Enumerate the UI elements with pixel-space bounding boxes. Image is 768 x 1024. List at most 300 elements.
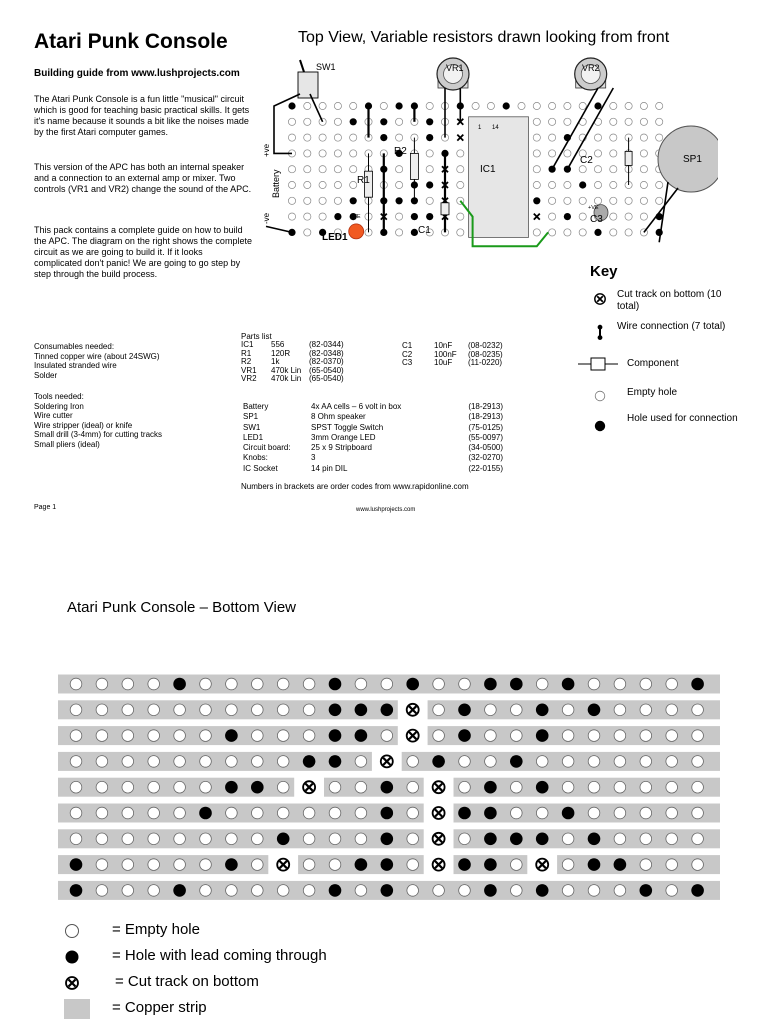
sw1-body <box>298 72 318 98</box>
empty-hole <box>656 118 663 125</box>
empty-hole <box>226 678 238 690</box>
table-row <box>243 434 507 442</box>
empty-hole <box>148 885 160 897</box>
part-ref: R2 <box>241 357 252 366</box>
cut-track-icon <box>62 972 86 994</box>
filled-hole <box>173 678 186 691</box>
empty-hole <box>457 150 464 157</box>
cut-track-mark <box>457 135 463 141</box>
part-value: 470k Lin <box>271 365 302 375</box>
used-hole <box>350 118 357 125</box>
empty-hole <box>640 118 647 125</box>
sp1-wire <box>659 182 668 242</box>
part-ref: Battery <box>243 402 269 411</box>
filled-hole <box>510 678 523 691</box>
empty-hole <box>588 781 600 793</box>
filled-hole <box>355 729 368 742</box>
empty-hole <box>303 807 315 819</box>
empty-hole <box>319 118 326 125</box>
part-value: 120R <box>271 348 291 358</box>
empty-hole <box>579 102 586 109</box>
empty-hole <box>355 781 367 793</box>
table-row <box>243 444 507 452</box>
empty-hole <box>200 885 212 897</box>
part-value: 3 <box>311 453 316 463</box>
r2-body <box>410 153 418 179</box>
empty-hole <box>407 756 419 768</box>
empty-hole <box>319 166 326 173</box>
part-code: (22-0155) <box>468 463 503 473</box>
empty-hole <box>334 134 341 141</box>
empty-hole <box>640 197 647 204</box>
empty-hole <box>459 833 471 845</box>
part-code: (08-0232) <box>468 341 503 350</box>
bottom-view-legend <box>62 920 402 1024</box>
used-hole <box>533 197 540 204</box>
empty-hole <box>457 166 464 173</box>
r2-label: R2 <box>394 146 407 157</box>
table-row <box>402 359 507 368</box>
used-hole <box>503 102 510 109</box>
empty-hole <box>459 678 471 690</box>
parts-list-other <box>241 401 509 475</box>
empty-hole <box>174 781 186 793</box>
empty-hole <box>226 833 238 845</box>
top-view-diagram <box>258 54 718 264</box>
empty-hole <box>174 859 186 871</box>
empty-hole <box>252 756 264 768</box>
empty-hole <box>536 807 548 819</box>
empty-hole <box>407 781 419 793</box>
empty-hole <box>426 166 433 173</box>
c2-body <box>625 151 632 165</box>
empty-hole <box>692 833 704 845</box>
empty-hole <box>594 166 601 173</box>
empty-hole <box>511 807 523 819</box>
filled-hole <box>225 729 238 742</box>
empty-hole <box>200 730 212 742</box>
part-value: 10uF <box>434 358 453 367</box>
empty-hole <box>625 102 632 109</box>
empty-hole <box>355 807 367 819</box>
filled-hole <box>355 858 368 871</box>
filled-hole <box>303 755 316 768</box>
part-code: (18-2913) <box>468 412 503 422</box>
parts-table-other <box>241 401 509 475</box>
filled-hole <box>536 704 549 717</box>
empty-hole <box>433 730 445 742</box>
empty-hole <box>277 730 289 742</box>
empty-hole <box>334 166 341 173</box>
empty-hole <box>549 118 556 125</box>
tools-list <box>34 392 234 450</box>
part-value: 470k Lin <box>271 374 302 383</box>
empty-hole <box>304 118 311 125</box>
empty-hole <box>666 678 678 690</box>
parts-table-right <box>402 342 507 368</box>
empty-hole <box>610 134 617 141</box>
empty-hole <box>96 756 108 768</box>
legend-label: = Empty hole <box>112 921 200 938</box>
empty-hole <box>334 197 341 204</box>
filled-hole <box>536 884 549 897</box>
part-ref: LED1 <box>243 432 264 442</box>
empty-hole <box>614 885 626 897</box>
key-label: Empty hole <box>627 387 678 398</box>
empty-hole <box>122 781 134 793</box>
battery-label: Battery <box>271 169 281 198</box>
empty-hole <box>407 807 419 819</box>
empty-hole <box>485 730 497 742</box>
filled-hole <box>70 884 83 897</box>
empty-hole <box>666 833 678 845</box>
empty-hole <box>656 197 663 204</box>
filled-hole <box>484 678 497 691</box>
empty-hole <box>610 229 617 236</box>
empty-hole <box>122 678 134 690</box>
empty-hole <box>319 134 326 141</box>
filled-hole <box>381 858 394 871</box>
empty-hole <box>350 150 357 157</box>
part-ref: IC Socket <box>243 463 278 473</box>
empty-hole <box>640 181 647 188</box>
empty-hole <box>96 678 108 690</box>
empty-hole <box>334 150 341 157</box>
used-hole-icon <box>592 418 608 434</box>
empty-hole <box>640 134 647 141</box>
order-note: Numbers in brackets are order codes from www.rapidonline.com <box>241 482 469 491</box>
filled-hole <box>251 781 264 794</box>
empty-hole <box>70 781 82 793</box>
used-hole <box>380 118 387 125</box>
empty-hole <box>666 807 678 819</box>
empty-hole <box>588 807 600 819</box>
empty-hole <box>288 166 295 173</box>
subtitle: Building guide from www.lushprojects.com <box>34 68 240 79</box>
empty-hole <box>277 704 289 716</box>
empty-hole <box>625 229 632 236</box>
empty-hole <box>614 781 626 793</box>
used-hole <box>579 181 586 188</box>
empty-hole <box>277 885 289 897</box>
led1-label: LED1 <box>322 232 348 243</box>
filled-hole <box>562 678 575 691</box>
consumables-list <box>34 342 234 380</box>
ic-pin1-label: 1 <box>478 125 482 131</box>
table-row <box>243 465 507 473</box>
filled-hole <box>510 833 523 846</box>
c2-label: C2 <box>580 155 593 166</box>
used-hole <box>426 181 433 188</box>
empty-hole <box>304 213 311 220</box>
part-value: 556 <box>271 340 285 349</box>
empty-hole <box>533 181 540 188</box>
list-item: Tinned copper wire (about 24SWG) <box>34 351 160 361</box>
filled-hole <box>588 858 601 871</box>
filled-hole <box>329 755 342 768</box>
empty-hole <box>588 885 600 897</box>
empty-hole <box>614 730 626 742</box>
empty-hole <box>148 678 160 690</box>
empty-hole <box>594 197 601 204</box>
filled-hole <box>432 755 445 768</box>
empty-hole <box>666 885 678 897</box>
positive-label: +ve <box>262 143 271 157</box>
empty-hole <box>564 150 571 157</box>
parts-title: Parts list <box>241 332 272 341</box>
part-ref: Knobs: <box>243 453 268 463</box>
empty-hole <box>304 229 311 236</box>
used-hole <box>288 102 295 109</box>
filled-hole <box>277 833 290 846</box>
empty-hole <box>355 756 367 768</box>
empty-hole <box>303 833 315 845</box>
empty-hole <box>252 885 264 897</box>
filled-hole <box>381 704 394 717</box>
filled-hole-icon <box>62 946 86 968</box>
empty-hole <box>562 859 574 871</box>
used-hole <box>350 197 357 204</box>
empty-hole <box>350 102 357 109</box>
empty-hole <box>226 704 238 716</box>
empty-hole <box>692 730 704 742</box>
list-item: Small drill (3-4mm) for cutting tracks <box>34 430 163 440</box>
list-item: Soldering Iron <box>34 401 84 411</box>
empty-hole <box>122 730 134 742</box>
empty-hole <box>666 730 678 742</box>
table-row <box>243 413 507 421</box>
part-value: 8 Ohm speaker <box>311 412 366 422</box>
empty-hole <box>396 118 403 125</box>
empty-hole <box>656 181 663 188</box>
empty-hole <box>579 229 586 236</box>
empty-hole <box>487 102 494 109</box>
empty-hole <box>549 150 556 157</box>
empty-hole <box>640 213 647 220</box>
empty-hole <box>533 118 540 125</box>
empty-hole <box>396 134 403 141</box>
filled-hole <box>381 807 394 820</box>
empty-hole <box>304 181 311 188</box>
empty-hole <box>625 118 632 125</box>
empty-hole <box>355 885 367 897</box>
empty-hole <box>277 756 289 768</box>
empty-hole <box>252 833 264 845</box>
empty-hole <box>426 150 433 157</box>
empty-hole <box>549 229 556 236</box>
empty-hole <box>200 859 212 871</box>
empty-hole <box>614 807 626 819</box>
empty-hole <box>433 885 445 897</box>
empty-hole <box>640 678 652 690</box>
empty-hole <box>625 213 632 220</box>
empty-hole <box>426 102 433 109</box>
empty-hole <box>288 181 295 188</box>
empty-hole <box>407 859 419 871</box>
intro-paragraph-3: This pack contains a complete guide on how to build the APC. The diagram on the right shows the complete circuit as we are going to build it. If it looks complicated don't panic! We are going to go step by step through the build process. <box>34 225 252 279</box>
filled-hole <box>225 858 238 871</box>
key-item-used-hole <box>590 413 740 439</box>
part-value: 3mm Orange LED <box>311 432 376 442</box>
empty-hole <box>666 756 678 768</box>
part-ref: C3 <box>402 358 413 367</box>
part-value: 4x AA cells – 6 volt in box <box>311 402 402 411</box>
intro-paragraph-1: The Atari Punk Console is a fun little "musical" circuit which is good for teaching basic practical skills. It gets it's name because it sounds a bit like the noises made by the first Atari computer games. <box>34 94 250 137</box>
part-ref: VR2 <box>241 374 257 383</box>
filled-hole <box>70 858 83 871</box>
ic1-body <box>469 117 529 238</box>
c1-label: C1 <box>418 225 431 236</box>
empty-hole <box>640 704 652 716</box>
empty-hole <box>407 885 419 897</box>
empty-hole <box>610 213 617 220</box>
empty-hole <box>380 102 387 109</box>
empty-hole <box>304 150 311 157</box>
empty-hole <box>579 197 586 204</box>
empty-hole <box>148 807 160 819</box>
empty-hole <box>226 885 238 897</box>
filled-hole <box>614 858 627 871</box>
part-code: (11-0220) <box>468 358 503 367</box>
empty-hole <box>148 781 160 793</box>
key-item-cut-track <box>590 289 740 315</box>
empty-hole-icon <box>62 920 86 942</box>
empty-hole <box>562 756 574 768</box>
bottom-view-title: Atari Punk Console – Bottom View <box>67 599 297 616</box>
empty-hole <box>614 833 626 845</box>
empty-hole <box>355 678 367 690</box>
empty-hole <box>122 807 134 819</box>
empty-hole <box>122 704 134 716</box>
key-label: Component <box>627 358 679 369</box>
c3-positive-label: +VE <box>588 205 599 211</box>
empty-hole <box>200 833 212 845</box>
empty-hole-icon <box>592 388 608 404</box>
empty-hole <box>252 730 264 742</box>
part-ref: Circuit board: <box>243 443 291 453</box>
empty-hole <box>640 756 652 768</box>
empty-hole <box>350 134 357 141</box>
part-code: (65-0540) <box>309 365 344 375</box>
empty-hole <box>174 704 186 716</box>
empty-hole <box>396 181 403 188</box>
parts-list <box>241 332 348 384</box>
list-item: Wire stripper (ideal) or knife <box>34 420 133 430</box>
part-value: 10nF <box>434 341 453 350</box>
empty-hole <box>252 704 264 716</box>
empty-hole <box>96 807 108 819</box>
empty-hole <box>303 859 315 871</box>
empty-hole <box>579 166 586 173</box>
cut-track-mark <box>534 214 540 220</box>
empty-hole <box>610 102 617 109</box>
empty-hole <box>459 756 471 768</box>
legend-label: = Hole with lead coming through <box>112 947 327 964</box>
part-code: (82-0370) <box>309 357 344 366</box>
part-code: (65-0540) <box>309 374 344 383</box>
empty-hole <box>329 807 341 819</box>
empty-hole <box>96 885 108 897</box>
empty-hole <box>96 859 108 871</box>
empty-hole <box>457 229 464 236</box>
empty-hole <box>564 229 571 236</box>
part-ref: C2 <box>402 349 413 359</box>
filled-hole <box>691 678 704 691</box>
empty-hole <box>549 102 556 109</box>
key-label: Cut track on bottom (10 total) <box>617 289 722 312</box>
empty-hole <box>640 102 647 109</box>
empty-hole <box>334 181 341 188</box>
empty-hole <box>407 833 419 845</box>
empty-hole <box>564 197 571 204</box>
empty-hole <box>350 166 357 173</box>
empty-hole <box>174 756 186 768</box>
empty-hole <box>70 730 82 742</box>
empty-hole <box>200 756 212 768</box>
empty-hole <box>426 197 433 204</box>
empty-hole <box>614 704 626 716</box>
filled-hole <box>458 729 471 742</box>
empty-hole <box>485 756 497 768</box>
r1-label: R1 <box>357 175 370 186</box>
empty-hole <box>381 678 393 690</box>
used-hole <box>594 229 601 236</box>
table-row <box>241 375 348 384</box>
part-value: SPST Toggle Switch <box>311 422 384 432</box>
key-item-wire <box>590 321 740 347</box>
part-ref: VR1 <box>241 365 257 375</box>
filled-hole <box>691 884 704 897</box>
part-ref: SW1 <box>243 422 261 432</box>
part-ref: SP1 <box>243 412 259 422</box>
empty-hole <box>148 730 160 742</box>
empty-hole <box>610 118 617 125</box>
vr1-label: VR1 <box>446 63 464 73</box>
filled-hole <box>199 807 212 820</box>
empty-hole <box>277 807 289 819</box>
sw1-label: SW1 <box>316 62 336 72</box>
empty-hole <box>70 756 82 768</box>
empty-hole <box>588 756 600 768</box>
vr2-label: VR2 <box>582 63 600 73</box>
empty-hole <box>564 118 571 125</box>
empty-hole <box>288 134 295 141</box>
empty-hole <box>549 213 556 220</box>
empty-hole <box>640 807 652 819</box>
part-code: (82-0344) <box>309 340 344 349</box>
empty-hole <box>303 885 315 897</box>
sp1-label: SP1 <box>683 154 702 165</box>
led1-body <box>349 224 364 239</box>
empty-hole <box>511 704 523 716</box>
empty-hole <box>329 833 341 845</box>
empty-hole <box>381 730 393 742</box>
list-item: Insulated stranded wire <box>34 361 117 371</box>
empty-hole <box>70 678 82 690</box>
used-hole <box>396 102 403 109</box>
empty-hole <box>511 859 523 871</box>
table-row <box>243 454 507 462</box>
part-ref: C1 <box>402 341 413 350</box>
empty-hole <box>96 781 108 793</box>
filled-hole <box>381 833 394 846</box>
list-item: Small pliers (ideal) <box>34 439 100 449</box>
tools-title: Tools needed: <box>34 392 84 401</box>
empty-hole <box>334 102 341 109</box>
part-code: (32-0270) <box>468 453 503 463</box>
part-code: (08-0235) <box>468 349 503 359</box>
used-hole <box>411 229 418 236</box>
